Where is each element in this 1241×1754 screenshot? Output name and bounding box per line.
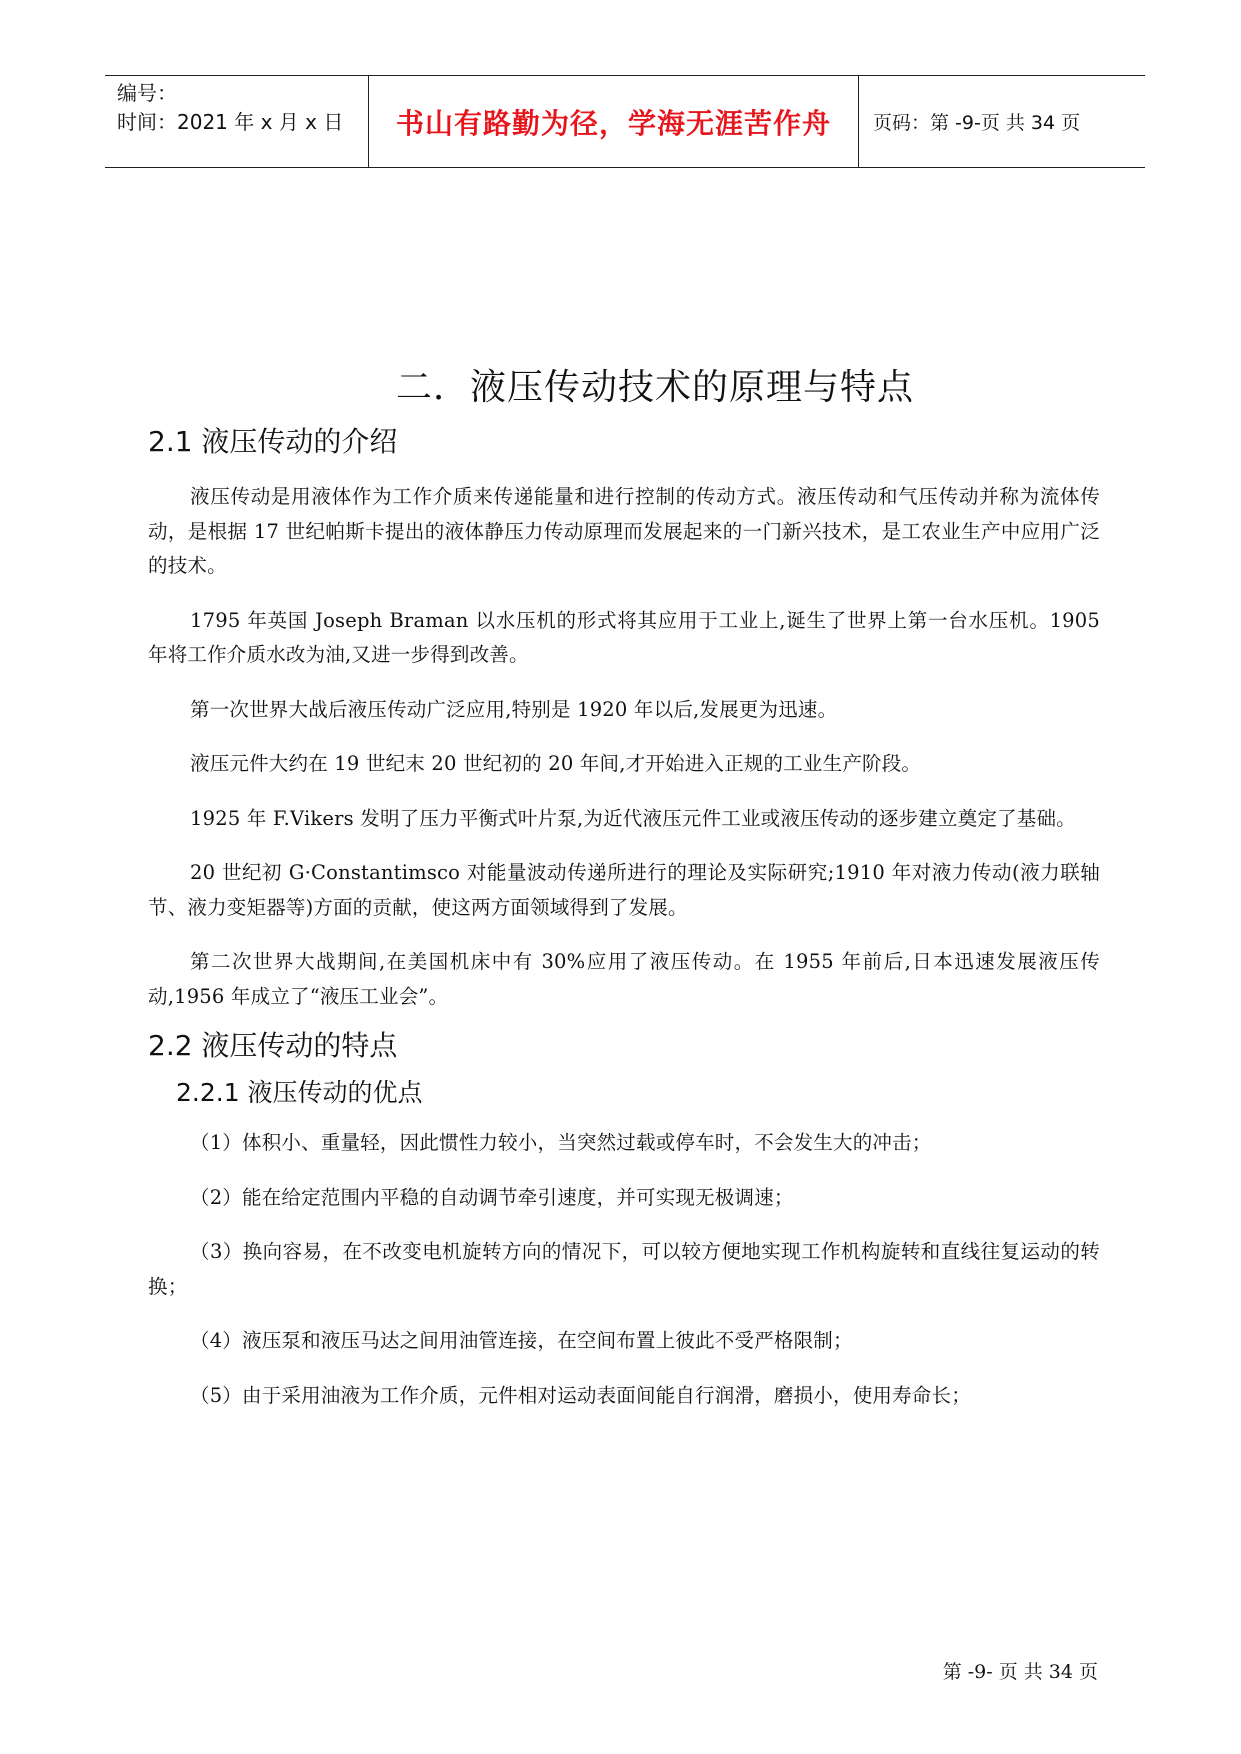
header-motto: 书山有路勤为径，学海无涯苦作舟 bbox=[395, 106, 831, 140]
paragraph: 20 世纪初 G·Constantimsco 对能量波动传递所进行的理论及实际研究;1910 年对液力传动(液力联轴节、液力变矩器等)方面的贡献，使这两方面领域得到了发展。 bbox=[148, 861, 1100, 919]
paragraph: 1925 年 F.Vikers 发明了压力平衡式叶片泵,为近代液压元件工业或液压传动的逐步建立奠定了基础。 bbox=[190, 806, 1076, 830]
section-heading-2-2: 2.2 液压传动的特点 bbox=[148, 1029, 398, 1062]
serial-number-label: 编号： bbox=[117, 81, 177, 105]
page-header bbox=[105, 75, 1145, 168]
paragraph: 1795 年英国 Joseph Braman 以水压机的形式将其应用于工业上,诞生了世界上第一台水压机。1905 年将工作介质水改为油,又进一步得到改善。 bbox=[148, 608, 1100, 666]
document-body bbox=[148, 362, 1100, 1413]
header-page-number: 页码：第 -9-页 共 34 页 bbox=[873, 112, 1081, 134]
date-label: 时间：2021 年 x 月 x 日 bbox=[117, 110, 344, 134]
list-item: （2）能在给定范围内平稳的自动调节牵引速度，并可实现无极调速； bbox=[190, 1185, 794, 1209]
section-heading-2-1: 2.1 液压传动的介绍 bbox=[148, 425, 398, 458]
header-meta bbox=[117, 79, 367, 137]
list-item: （1）体积小、重量轻，因此惯性力较小，当突然过载或停车时，不会发生大的冲击； bbox=[190, 1131, 932, 1154]
list-item: （5）由于采用油液为工作介质，元件相对运动表面间能自行润滑，磨损小，使用寿命长； bbox=[190, 1383, 971, 1407]
paragraph: 第一次世界大战后液压传动广泛应用,特别是 1920 年以后,发展更为迅速。 bbox=[190, 697, 838, 721]
chapter-title: 二．液压传动技术的原理与特点 bbox=[395, 367, 914, 408]
list-item: （4）液压泵和液压马达之间用油管连接，在空间布置上彼此不受严格限制； bbox=[190, 1329, 853, 1352]
header-divider bbox=[858, 75, 859, 168]
paragraph: 第二次世界大战期间,在美国机床中有 30%应用了液压传动。在 1955 年前后,日本迅速发展液压传动,1956 年成立了“液压工业会”。 bbox=[148, 950, 1100, 1008]
page-footer-number: 第 -9- 页 共 34 页 bbox=[942, 1661, 1098, 1683]
list-item: （3）换向容易，在不改变电机旋转方向的情况下，可以较方便地实现工作机构旋转和直线往复运动的转换； bbox=[148, 1240, 1100, 1298]
paragraph: 液压元件大约在 19 世纪末 20 世纪初的 20 年间,才开始进入正规的工业生产阶段。 bbox=[190, 752, 922, 775]
paragraph: 液压传动是用液体作为工作介质来传递能量和进行控制的传动方式。液压传动和气压传动并称为流体传动，是根据 17 世纪帕斯卡提出的液体静压力传动原理而发展起来的一门新兴技术，是工农业生产中应用广泛的技术。 bbox=[148, 485, 1100, 577]
subsection-heading-2-2-1: 2.2.1 液压传动的优点 bbox=[176, 1078, 423, 1107]
